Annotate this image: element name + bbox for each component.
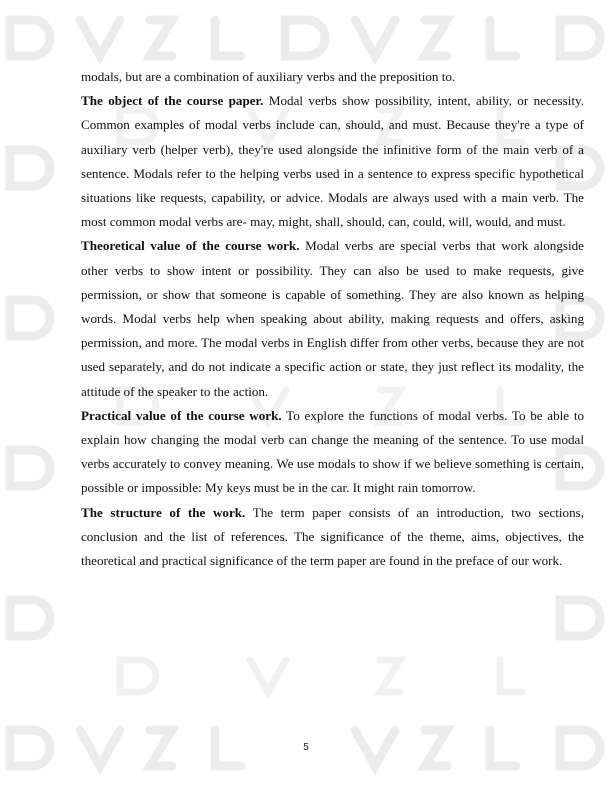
paragraph-text: Modal verbs show possibility, intent, ability, or necessity. Common examples of modal verbs include can, should, and must. Because they're a type of auxiliary verb (helper verb), they're used alongside the infinitive form of the main verb of a sentence. Modals refer to the helping verbs used in a sentence to express specific hypothetical situations like requests, capability, or advice. Modals are always used with a main verb. The most common modal verbs are- may, might, shall, should, can, could, will, would, and must. [81, 93, 584, 230]
paragraph-text: modals, but are a combination of auxiliary verbs and the preposition to. [81, 69, 456, 84]
paragraph-text: The term paper consists of an introduction, two sections, conclusion and the list of references. The significance of the theme, aims, objectives, the theoretical and practical significance of the term paper are found in the preface of our work. [81, 504, 585, 569]
paragraph-heading: Theoretical value of the course work. [81, 238, 300, 254]
paragraph-object [81, 89, 584, 234]
paragraph-heading: Practical value of the course work. [81, 407, 282, 423]
page-number: 5 [303, 742, 309, 753]
paragraph-text: Modal verbs are special verbs that work alongside other verbs to show intent or possibility. They can also be used to make requests, give permission, or show that someone is capable of something. They are also known as helping words. Modal verbs help when speaking about ability, making requests and offers, asking permission, and more. The modal verbs in English differ from other verbs, because they are not used separately, and do not indicate a specific action or state, they just reflect its modality, the attitude of the speaker to the action. [81, 238, 584, 399]
paragraph-heading: The structure of the work. [81, 504, 246, 520]
paragraph-structure [81, 501, 584, 574]
paragraph-theoretical-value [81, 234, 584, 403]
document-body [81, 65, 584, 573]
paragraph-practical-value [81, 404, 584, 501]
paragraph-continuation [81, 65, 584, 89]
paragraph-heading: The object of the course paper. [81, 93, 264, 109]
paragraph-text: To explore the functions of modal verbs. To be able to explain how changing the modal verb can change the meaning of the sentence. To use modal verbs accurately to convey meaning. We use modals to show if we believe something is certain, possible or impossible: My keys must be in the car. It might rain tomorrow. [81, 407, 585, 496]
